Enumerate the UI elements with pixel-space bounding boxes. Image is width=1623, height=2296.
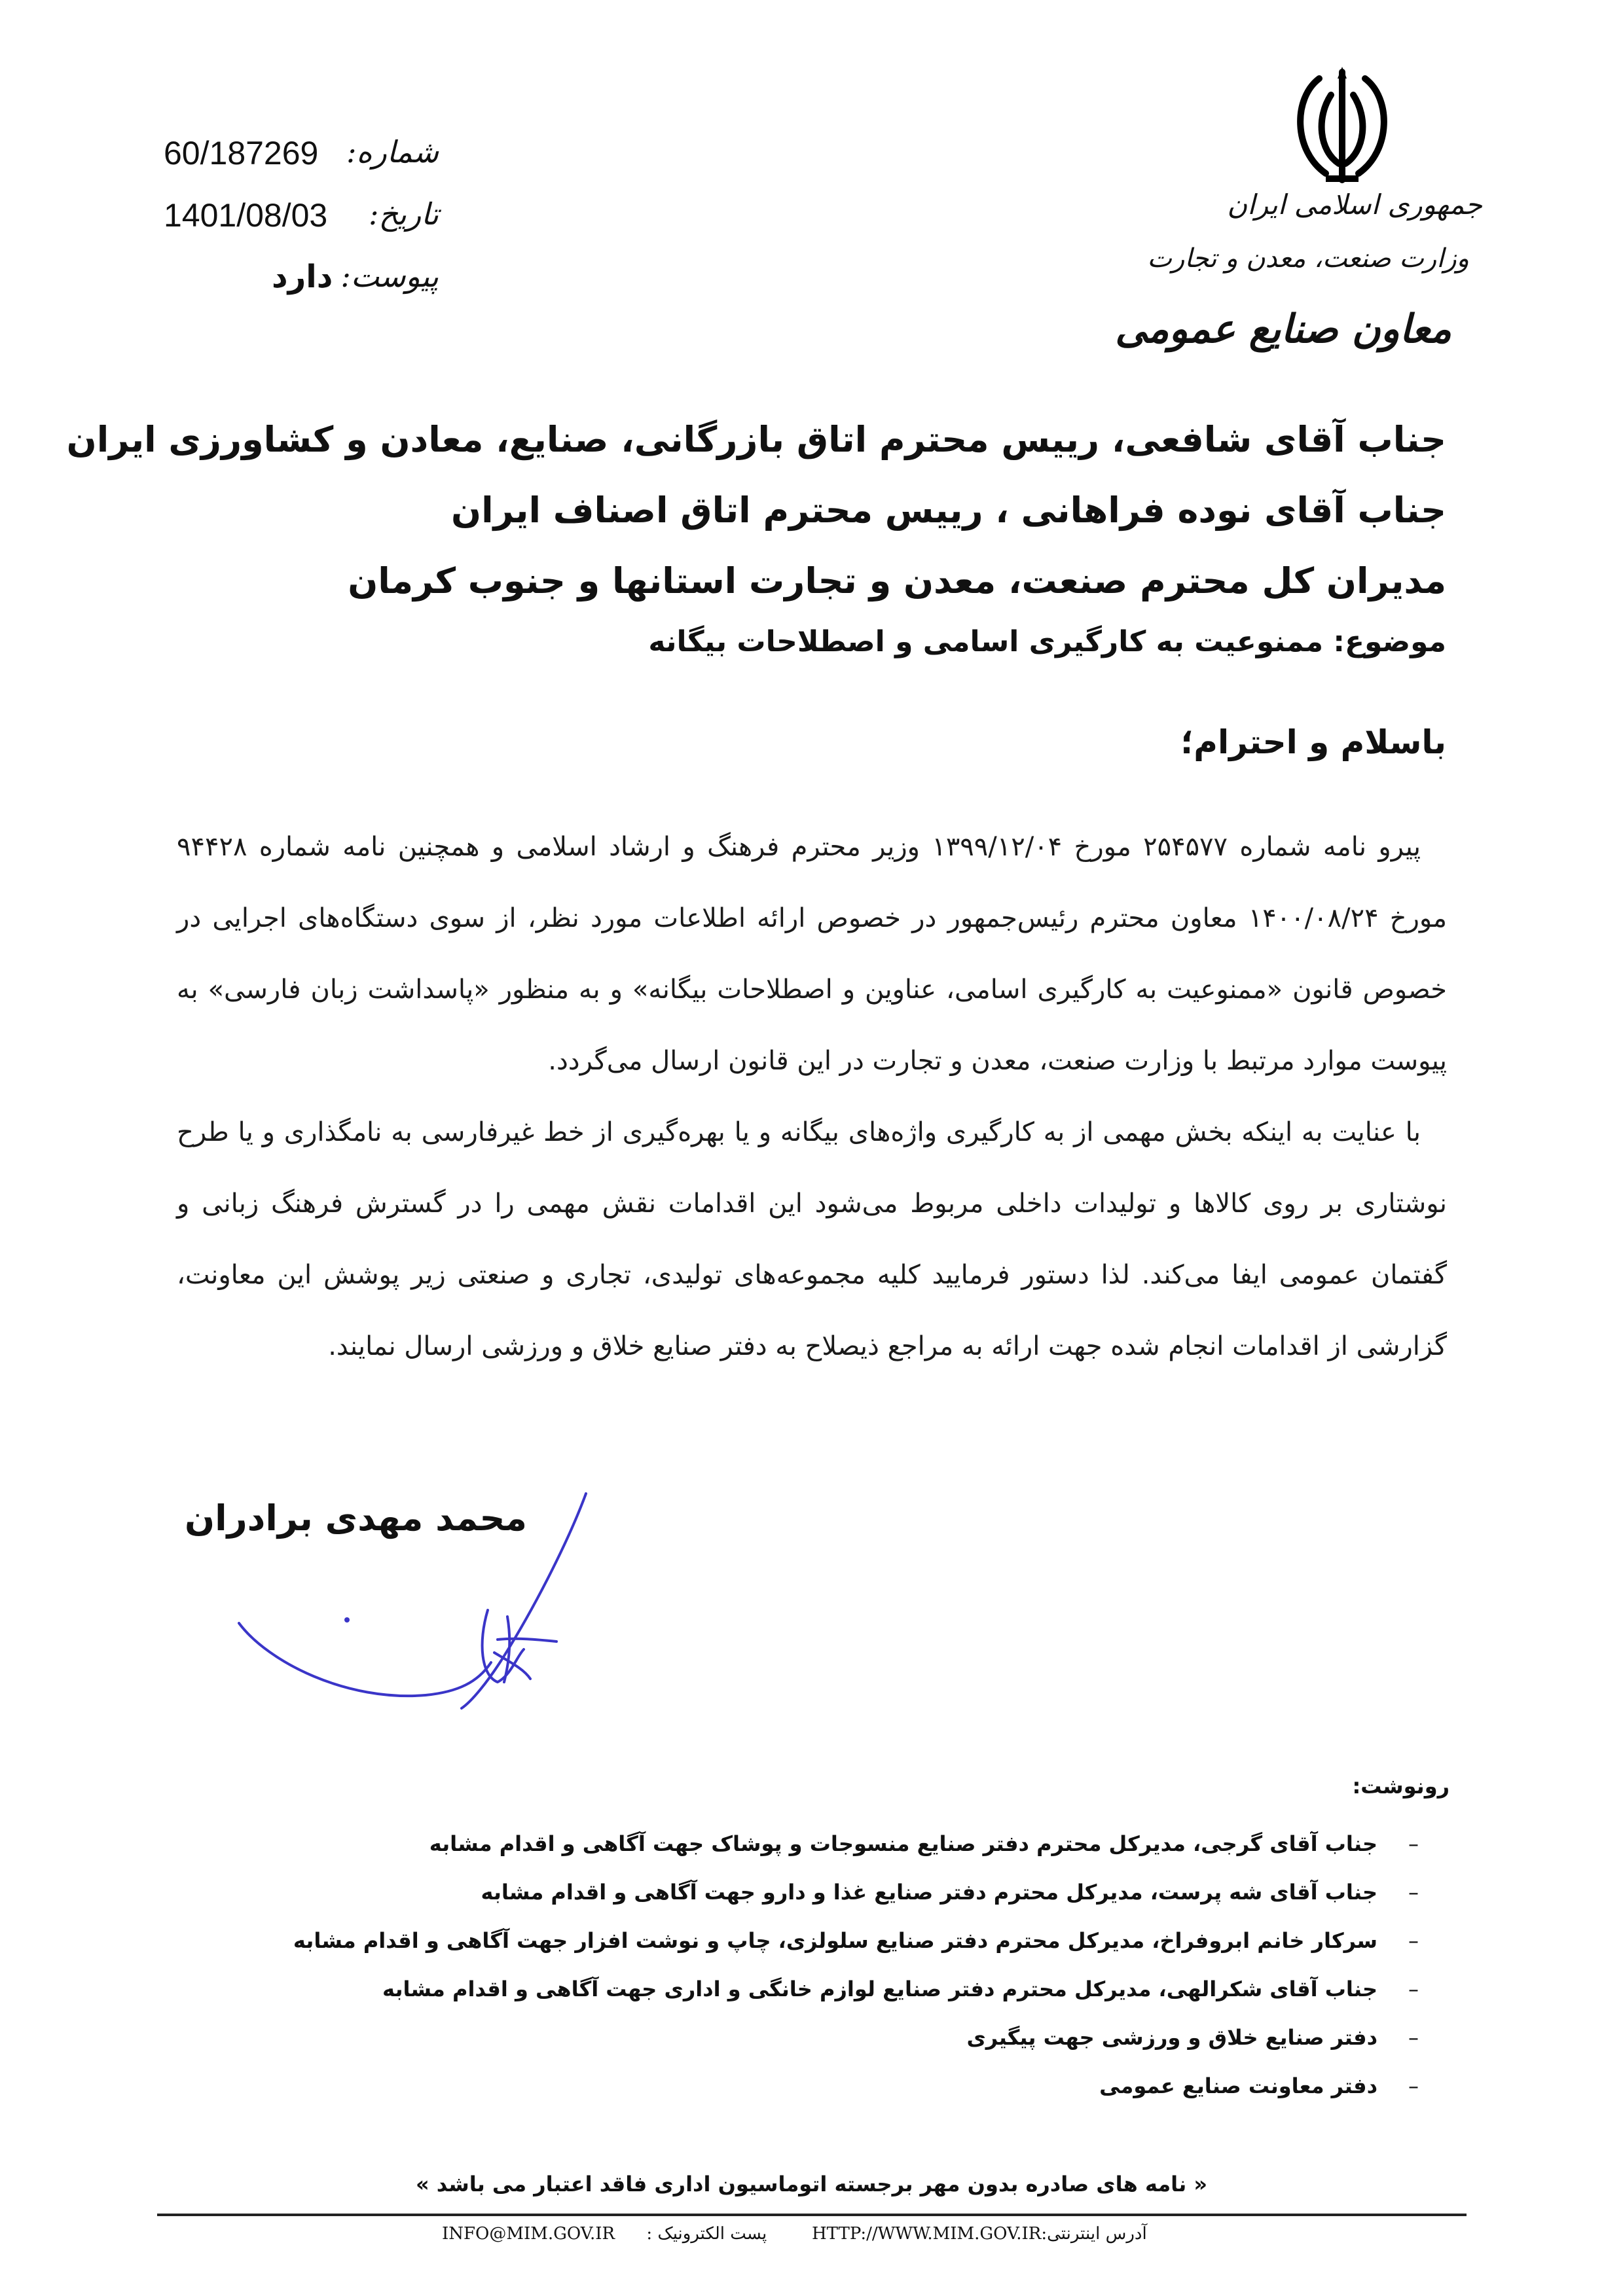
letter-attachment-row <box>164 259 439 311</box>
letter-attachment-label: پیوست: <box>340 259 439 294</box>
deputy-title: معاون صنایع عمومی <box>1115 306 1451 352</box>
republic-name: جمهوری اسلامی ایران <box>1227 188 1482 221</box>
footer-validity-note: « نامه های صادره بدون مهر برجسته اتوماسیون اداری فاقد اعتبار می باشد » <box>415 2172 1208 2197</box>
footer-email-label: پست الکترونیک : <box>646 2224 767 2244</box>
body-paragraph: پیرو نامه شماره ۲۵۴۵۷۷ مورخ ۱۳۹۹/۱۲/۰۴ وزیر محترم فرهنگ و ارشاد اسلامی و همچنین نامه شماره ۹۴۴۲۸ مورخ ۱۴۰۰/۰۸/۲۴ معاون محترم رئیس‌جمهور در خصوص ارائه اطلاعات مورد نظر، از سوی دستگاه‌های اجرایی در خصوص قانون «ممنوعیت به کارگیری اسامی، عناوین و اصطلاحات بیگانه» و به منظور «پاسداشت زبان فارسی» به پیوست موارد مرتبط با وزارت صنعت، معدن و تجارت در این قانون ارسال می‌گردد. <box>177 832 1447 1076</box>
cc-item-text: سرکار خانم ابروفراخ، مدیرکل محترم دفتر صنایع سلولزی، چاپ و نوشت افزار جهت آگاهی و اقدام مشابه <box>293 1928 1377 1953</box>
signatory-name: محمد مهدی برادران <box>185 1498 527 1539</box>
letter-date-label: تاریخ: <box>368 196 439 232</box>
footer-website-label: آدرس اینترنتی: <box>1041 2224 1147 2244</box>
letter-subject: موضوع: ممنوعیت به کارگیری اسامی و اصطلاحات بیگانه <box>648 625 1446 658</box>
footer-email-value: INFO@MIM.GOV.IR <box>442 2224 615 2244</box>
cc-item <box>238 1820 1450 1868</box>
cc-item <box>238 1965 1450 2013</box>
cc-item-text: دفتر صنایع خلاق و ورزشی جهت پیگیری <box>966 2025 1377 2050</box>
letter-date-row <box>164 196 439 249</box>
footer-website-value: HTTP://WWW.MIM.GOV.IR <box>812 2224 1042 2244</box>
ministry-name: وزارت صنعت، معدن و تجارت <box>1147 243 1469 274</box>
cc-dash: – <box>1408 2025 1419 2050</box>
footer-email <box>442 2224 767 2244</box>
footer-divider <box>157 2214 1467 2216</box>
cc-item-text: جناب آقای شکرالهی، مدیرکل محترم دفتر صنایع لوازم خانگی و اداری جهت آگاهی و اقدام مشابه <box>382 1977 1377 2001</box>
letter-date-value: 1401/08/03 <box>164 197 328 234</box>
letter-number-value: 60/187269 <box>164 135 319 171</box>
cc-item <box>238 1916 1450 1965</box>
letter-attachment-value: دارد <box>272 259 333 295</box>
cc-item-text: دفتر معاونت صنایع عمومی <box>1099 2073 1377 2098</box>
handwritten-signature <box>229 1486 609 1721</box>
cc-dash: – <box>1408 1977 1419 2001</box>
cc-item <box>238 1868 1450 1916</box>
cc-dash: – <box>1408 1831 1419 1856</box>
cc-dash: – <box>1408 1928 1419 1953</box>
cc-dash: – <box>1408 2073 1419 2098</box>
letter-number-row <box>164 134 439 187</box>
cc-label: رونوشت: <box>1352 1774 1450 1799</box>
cc-item-text: جناب آقای شه پرست، مدیرکل محترم دفتر صنایع غذا و دارو جهت آگاهی و اقدام مشابه <box>481 1880 1377 1905</box>
cc-dash: – <box>1408 1880 1419 1905</box>
footer-website <box>812 2224 1147 2244</box>
addressee-line: جناب آقای نوده فراهانی ، رییس محترم اتاق اصناف ایران <box>450 490 1446 531</box>
body-paragraph: با عنایت به اینکه بخش مهمی از به کارگیری واژه‌های بیگانه و یا بهره‌گیری از خط غیرفارسی به نامگذاری و یا طرح نوشتاری بر روی کالاها و تولیدات داخلی مربوط می‌شود این اقدامات نقش مهمی را در گسترش فرهنگ زبانی و گفتمان عمومی ایفا می‌کند. لذا دستور فرمایید کلیه مجموعه‌های تولیدی، تجاری و صنعتی زیر پوشش این معاونت، گزارشی از اقدامات انجام شده جهت ارائه به مراجع ذیصلاح به دفتر صنایع خلاق و ورزشی ارسال نمایند. <box>177 1117 1447 1361</box>
cc-item-text: جناب آقای گرجی، مدیرکل محترم دفتر صنایع منسوجات و پوشاک جهت آگاهی و اقدام مشابه <box>429 1831 1377 1856</box>
cc-item <box>238 2062 1450 2110</box>
cc-list <box>238 1820 1450 2110</box>
letter-greeting: باسلام و احترام؛ <box>1180 723 1446 761</box>
iran-emblem-icon <box>1280 59 1404 190</box>
cc-item <box>238 2013 1450 2062</box>
addressee-line: جناب آقای شافعی، رییس محترم اتاق بازرگانی، صنایع، معادن و کشاورزی ایران <box>66 419 1446 460</box>
addressee-line: مدیران کل محترم صنعت، معدن و تجارت استانها و جنوب کرمان <box>348 560 1446 601</box>
letter-number-label: شماره: <box>346 134 439 170</box>
